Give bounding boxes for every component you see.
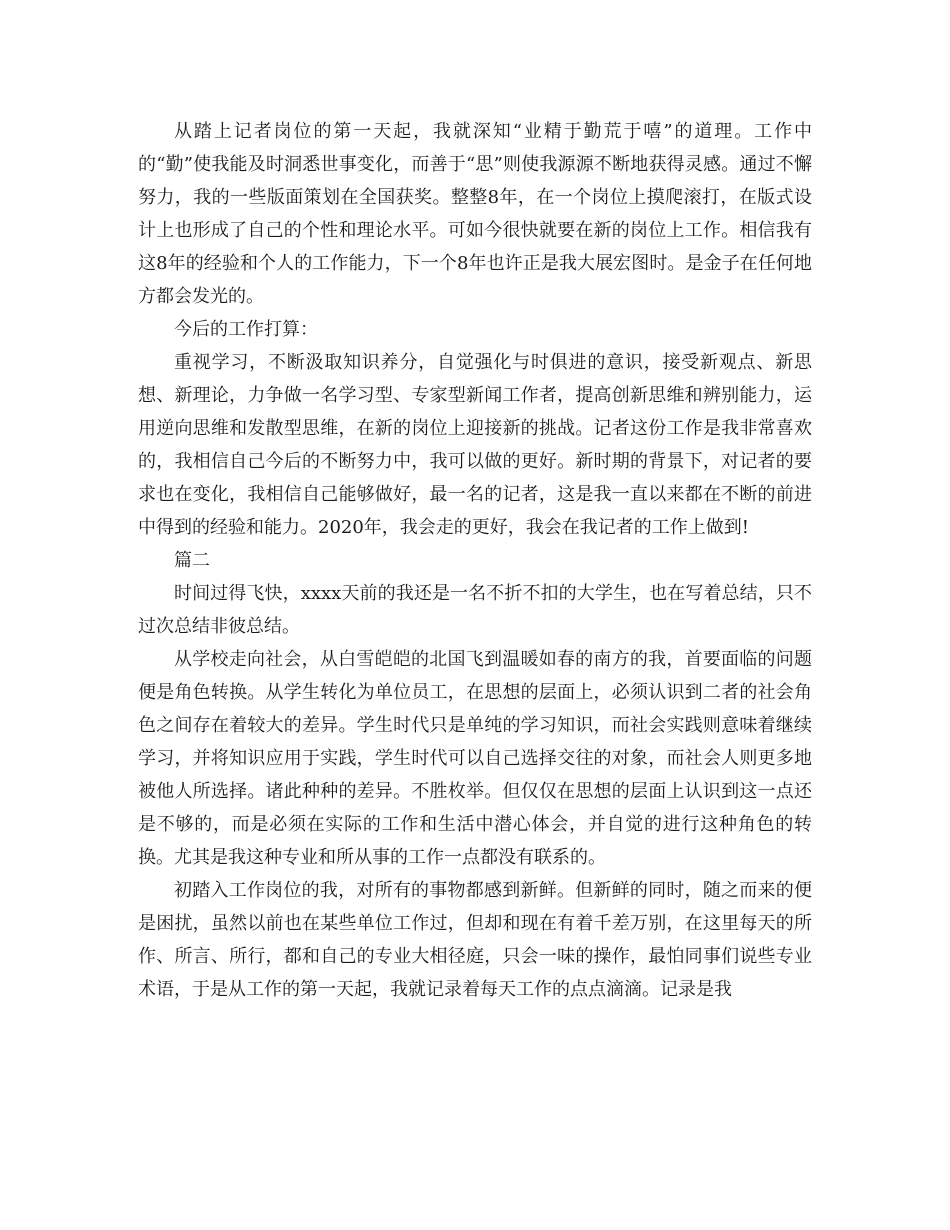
paragraph-future-plan-heading: 今后的工作打算： xyxy=(174,319,318,340)
document-page xyxy=(138,115,812,1006)
section-heading-part-two: 篇二 xyxy=(174,550,210,571)
paragraph-role-transition: 从学校走向社会，从白雪皑皑的北国飞到温暖如春的南方的我，首要面临的问题便是角色转换。从学生转化为单位员工，在思想的层面上，必须认识到二者的社会角色之间存在着较大的差异。学生时代只是单纯的学习知识，而社会实践则意味着继续学习，并将知识应用于实践，学生时代可以自己选择交往的对象，而社会人则更多地被他人所选择。诸此种种的差异。不胜枚举。但仅仅在思想的层面上认识到这一点还是不够的，而是必须在实际的工作和生活中潜心体会，并自觉的进行这种角色的转换。尤其是我这种专业和所从事的工作一点都没有联系的。 xyxy=(138,649,812,868)
paragraph-first-job-days: 初踏入工作岗位的我，对所有的事物都感到新鲜。但新鲜的同时，随之而来的便是困扰，虽然以前也在某些单位工作过，但却和现在有着千差万别，在这里每天的所作、所言、所行，都和自己的专业大相径庭，只会一味的操作，最怕同事们说些专业术语，于是从工作的第一天起，我就记录着每天工作的点点滴滴。记录是我 xyxy=(138,880,812,1000)
paragraph-career-reflection: 从踏上记者岗位的第一天起，我就深知“业精于勤荒于嘻”的道理。工作中的“勤”使我能及时洞悉世事变化，而善于“思”则使我源源不断地获得灵感。通过不懈努力，我的一些版面策划在全国获奖。整整8年，在一个岗位上摸爬滚打，在版式设计上也形成了自己的个性和理论水平。可如今很快就要在新的岗位上工作。相信我有这8年的经验和个人的工作能力，下一个8年也许正是我大展宏图时。是金子在任何地方都会发光的。 xyxy=(138,121,812,307)
paragraph-future-plan: 重视学习，不断汲取知识养分，自觉强化与时俱进的意识，接受新观点、新思想、新理论，力争做一名学习型、专家型新闻工作者，提高创新思维和辨别能力，运用逆向思维和发散型思维，在新的岗位上迎接新的挑战。记者这份工作是我非常喜欢的，我相信自己今后的不断努力中，我可以做的更好。新时期的背景下，对记者的要求也在变化，我相信自己能够做好，最一名的记者，这是我一直以来都在不断的前进中得到的经验和能力。2020年，我会走的更好，我会在我记者的工作上做到! xyxy=(138,352,812,538)
paragraph-time-flies: 时间过得飞快，xxxx天前的我还是一名不折不扣的大学生，也在写着总结，只不过次总结非彼总结。 xyxy=(138,583,812,637)
